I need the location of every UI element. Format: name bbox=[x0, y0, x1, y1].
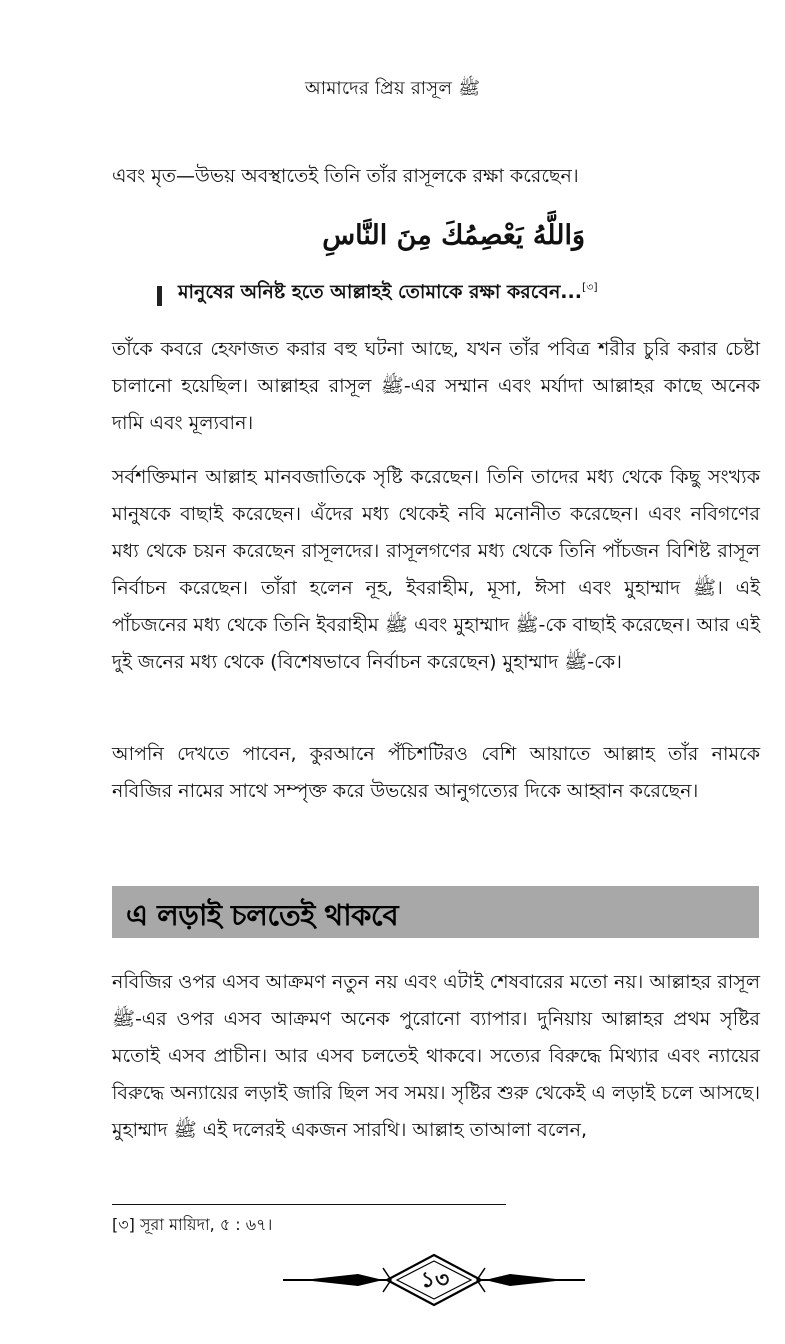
footnote-ref-mark: [৩] bbox=[581, 280, 598, 294]
paragraph-attacks: নবিজির ওপর এসব আক্রমণ নতুন নয় এবং এটাই শেষবারের মতো নয়। আল্লাহর রাসূল ﷺ-এর ওপর এসব আক্রমণ অনেক পুরোনো ব্যাপার। দুনিয়ায় আল্লাহর প্রথম সৃষ্টির মতোই এসব প্রাচীন। আর এসব চলতেই থাকবে। সত্যের বিরুদ্ধে মিথ্যার এবং ন্যায়ের বিরুদ্ধে অন্যায়ের লড়াই জারি ছিল সব সময়। সৃষ্টির শুরু থেকেই এ লড়াই চলে আসছে। মুহাম্মাদ ﷺ এই দলেরই একজন সারথি। আল্লাহ তাআলা বলেন, bbox=[112, 971, 760, 1141]
section-banner bbox=[112, 886, 759, 938]
page-number: ১৩ bbox=[420, 1268, 450, 1293]
paragraph-quran-verses: আপনি দেখতে পাবেন, কুরআনে পঁচিশটিরও বেশি আয়াতে আল্লাহ তাঁর নামকে নবিজির নামের সাথে সম্পৃক্ত করে উভয়ের আনুগত্যের দিকে আহ্বান করেছেন। bbox=[112, 743, 760, 802]
verse-translation bbox=[178, 278, 598, 310]
footnote: [৩] সূরা মায়িদা, ৫ : ৬৭। bbox=[112, 1215, 273, 1234]
arabic-verse: وَاللَّهُ يَعْصِمُكَ مِنَ النَّاسِ bbox=[322, 220, 585, 251]
paragraph-selection-of-messengers: সর্বশক্তিমান আল্লাহ মানবজাতিকে সৃষ্টি করেছেন। তিনি তাদের মধ্য থেকে কিছু সংখ্যক মানুষকে বাছাই করেছেন। এঁদের মধ্য থেকেই নবি মনোনীত করেছেন। এবং নবিগণের মধ্য থেকে চয়ন করেছেন রাসূলদের। রাসূলগণের মধ্য থেকে তিনি পাঁচজন বিশিষ্ট রাসূল নির্বাচন করেছেন। তাঁরা হলেন নূহ, ইবরাহীম, মূসা, ঈসা এবং মুহাম্মাদ ﷺ। এই পাঁচজনের মধ্য থেকে তিনি ইবরাহীম ﷺ এবং মুহাম্মাদ ﷺ-কে বাছাই করেছেন। আর এই দুই জনের মধ্য থেকে (বিশেষভাবে নির্বাচন করেছেন) মুহাম্মাদ ﷺ-কে। bbox=[112, 466, 761, 673]
paragraph-opening: এবং মৃত—উভয় অবস্থাতেই তিনি তাঁর রাসূলকে রক্ষা করেছেন। bbox=[112, 165, 579, 187]
running-title: আমাদের প্রিয় রাসূল ﷺ bbox=[305, 78, 480, 99]
verse-translation-text: মানুষের অনিষ্ট হতে আল্লাহই তোমাকে রক্ষা করবেন... bbox=[178, 281, 582, 303]
paragraph-grave-protection: তাঁকে কবরে হেফাজত করার বহু ঘটনা আছে, যখন তাঁর পবিত্র শরীর চুরি করার চেষ্টা চালানো হয়েছিল। আল্লাহর রাসূল ﷺ-এর সম্মান এবং মর্যাদা আল্লাহর কাছে অনেক দামি এবং মূল্যবান। bbox=[112, 338, 760, 434]
footnote-rule bbox=[112, 1204, 506, 1205]
section-heading: এ লড়াই চলতেই থাকবে bbox=[126, 898, 399, 932]
quote-bar bbox=[157, 286, 162, 306]
